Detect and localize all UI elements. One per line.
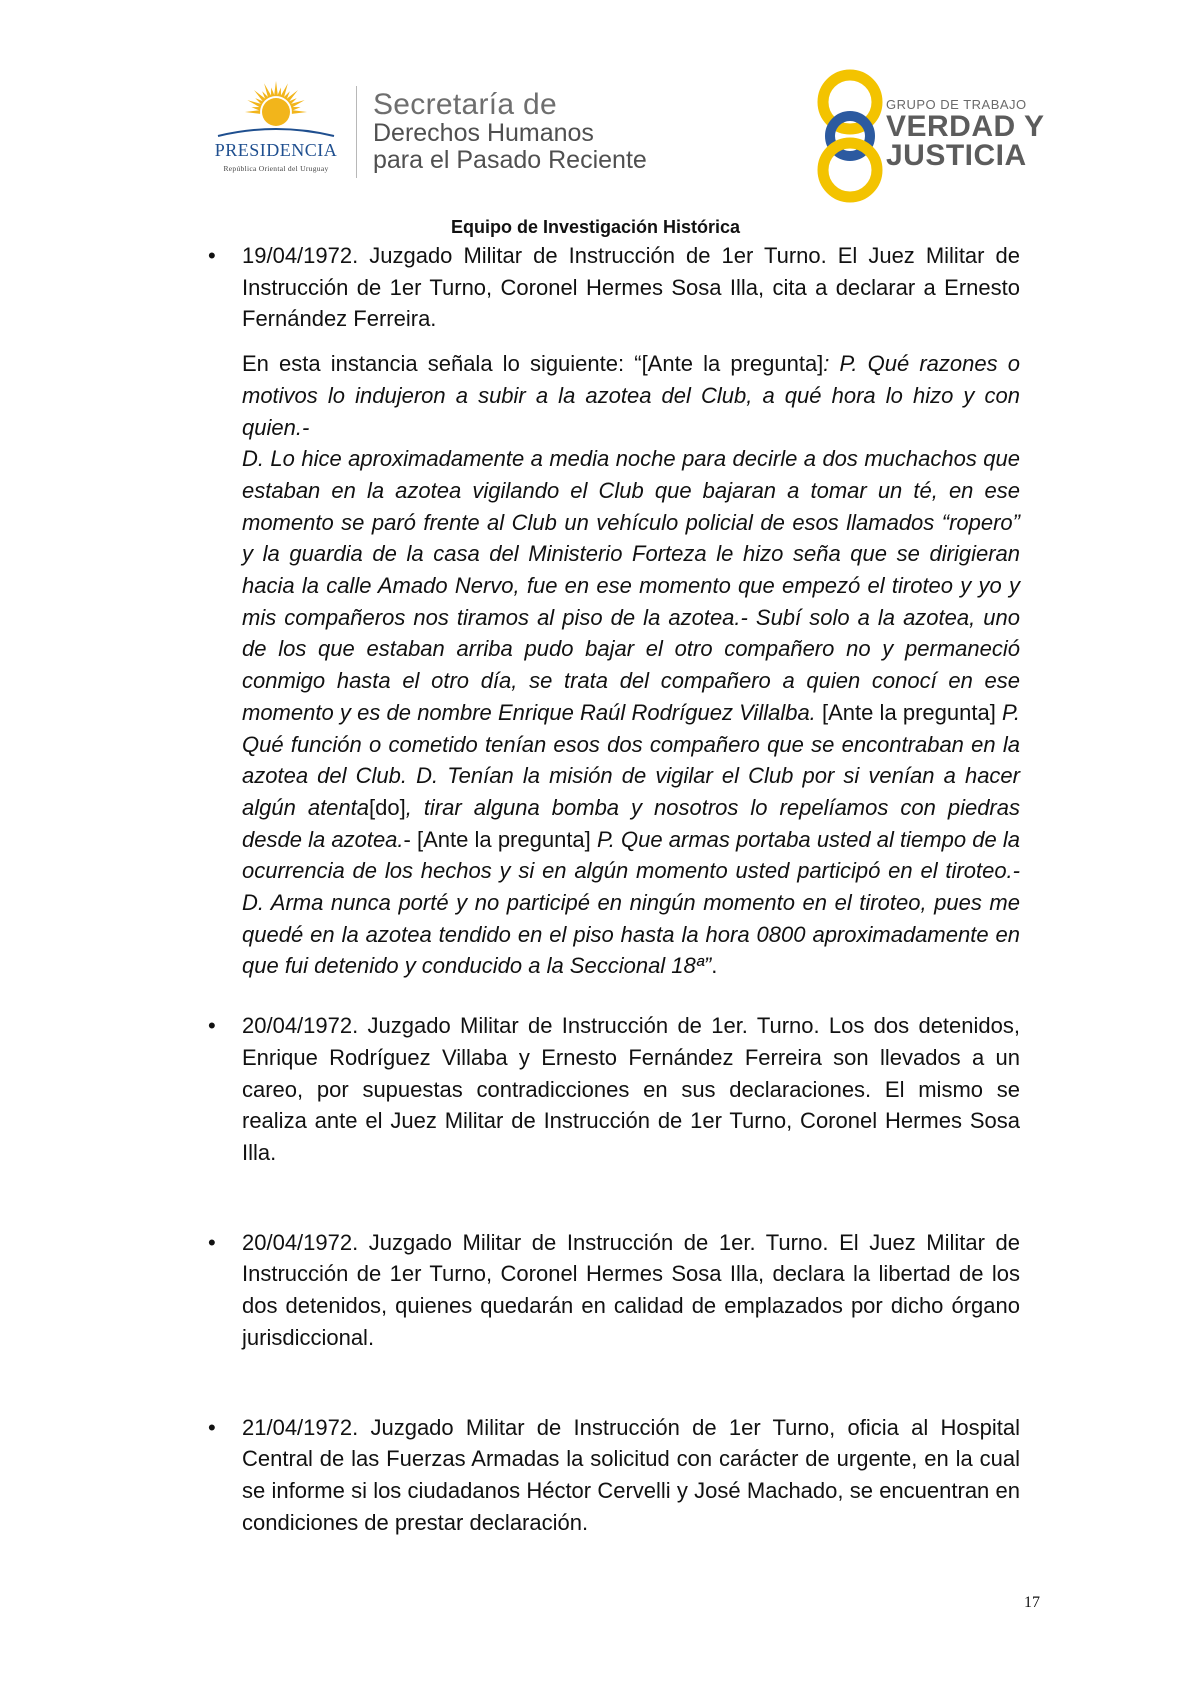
page-number: 17	[1024, 1594, 1040, 1611]
list-item	[208, 1227, 1020, 1354]
grupo-line1: GRUPO DE TRABAJO	[886, 97, 1027, 112]
entry-text: 19/04/1972. Juzgado Militar de Instrucción de 1er Turno. El Juez Militar de Instrucción de 1er Turno, Coronel Hermes Sosa Illa, cita a declarar a Ernesto Fernández Ferreira.	[242, 243, 1020, 332]
bullet: •	[208, 1013, 216, 1039]
sun-ray	[292, 110, 307, 114]
sun-ray	[277, 87, 281, 96]
document-body	[208, 240, 1020, 1566]
header-divider	[356, 86, 357, 178]
team-title: Equipo de Investigación Histórica	[450, 217, 741, 237]
page-header	[0, 0, 1191, 215]
ante-pregunta-3: - [Ante la pregunta]	[403, 826, 597, 852]
secretaria-logo-text	[373, 90, 647, 174]
secretaria-line3: para el Pasado Reciente	[373, 146, 647, 174]
question-2-continued: , tirar alguna bomba y nosotros lo repelíamos con piedras desde la azotea.	[242, 794, 1020, 852]
question-3: P. Que armas portaba usted al tiempo de la ocurrencia de los hechos y si en algún momento usted participó en el tiroteo.- D. Arma nunca porté y no participé en ningún momento en el tiroteo, pues me quedé en la azotea tendido en el piso hasta la hora 0800 aproximadamente en que fui detenido y conducido a la Seccional 18ª”	[242, 826, 1020, 979]
list-item	[208, 240, 1020, 982]
list-item	[208, 1412, 1020, 1539]
sun-ray	[251, 107, 260, 111]
presidencia-logo	[196, 80, 356, 180]
testimony-intro: En esta instancia señala lo siguiente: “[Ante la pregunta]	[242, 351, 824, 377]
question-1: : P. Qué razones o motivos lo indujeron a subir a la azotea del Club, a qué hora lo hizo y con quien.-	[242, 351, 1020, 440]
testimony-paragraph	[242, 348, 1020, 982]
sun-ray	[274, 81, 278, 96]
secretaria-line1: Secretaría de	[373, 88, 558, 121]
entry-text: 20/04/1972. Juzgado Militar de Instrucción de 1er. Turno. Los dos detenidos, Enrique Rodríguez Villaba y Ernesto Fernández Ferreira son llevados a un careo, por supuestas contradicciones en sus declaraciones. El mismo se realiza ante el Juez Militar de Instrucción de 1er Turno, Coronel Hermes Sosa Illa.	[242, 1013, 1020, 1165]
ante-pregunta-2: [Ante la pregunta]	[815, 699, 1003, 725]
answer-1: D. Lo hice aproximadamente a media noche para decirle a dos muchachos que estaban en la azotea vigilando el Club que bajaran a tomar un té, en ese momento se paró frente al Club un vehículo policial de esos llamados “ropero” y la guardia de la casa del Ministerio Forteza le hizo seña que se dirigieran hacia la calle Amado Nervo, fue en ese momento que empezó el tiroteo y yo y mis compañeros nos tiramos al piso de la azotea.- Subí solo a la azotea, uno de los que estaban arriba pudo bajar el otro compañero no y permaneció conmigo hasta el otro día, se trata del compañero a quien conocí en ese momento y es de nombre Enrique Raúl Rodríguez Villalba.	[242, 446, 1020, 725]
grupo-line2: VERDAD Y	[886, 110, 1045, 143]
entry-text: 21/04/1972. Juzgado Militar de Instrucción de 1er Turno, oficia al Hospital Central de las Fuerzas Armadas la solicitud con carácter de urgente, en la cual se informe si los ciudadanos Héctor Cervelli y José Machado, se encuentran en condiciones de prestar declaración.	[242, 1414, 1020, 1535]
bullet: •	[208, 243, 216, 268]
grupo-line3: JUSTICIA	[886, 139, 1027, 172]
secretaria-line2: Derechos Humanos	[373, 119, 594, 147]
sun-ray	[245, 110, 260, 114]
bracket-do: [do]	[369, 794, 406, 820]
sun-emblem-icon	[196, 80, 356, 142]
testimony-end: .	[711, 953, 718, 979]
bullet: •	[208, 1414, 216, 1440]
presidencia-name: PRESIDENCIA	[214, 140, 338, 160]
presidencia-subtitle: República Oriental del Uruguay	[223, 164, 329, 173]
grupo-trabajo-text	[886, 97, 1044, 170]
question-2: P. Qué función o cometido tenían esos dos compañero que se encontraban en la azotea del Club. D. Tenían la misión de vigilar el Club por si venían a hacer algún atenta	[242, 699, 1020, 820]
list-item	[208, 1010, 1020, 1169]
bullet: •	[208, 1229, 216, 1255]
entry-text: 20/04/1972. Juzgado Militar de Instrucción de 1er. Turno. El Juez Militar de Instrucción de 1er Turno, Coronel Hermes Sosa Illa, declara la libertad de los dos detenidos, quienes quedarán en calidad de emplazados por dicho órgano jurisdiccional.	[242, 1229, 1020, 1350]
